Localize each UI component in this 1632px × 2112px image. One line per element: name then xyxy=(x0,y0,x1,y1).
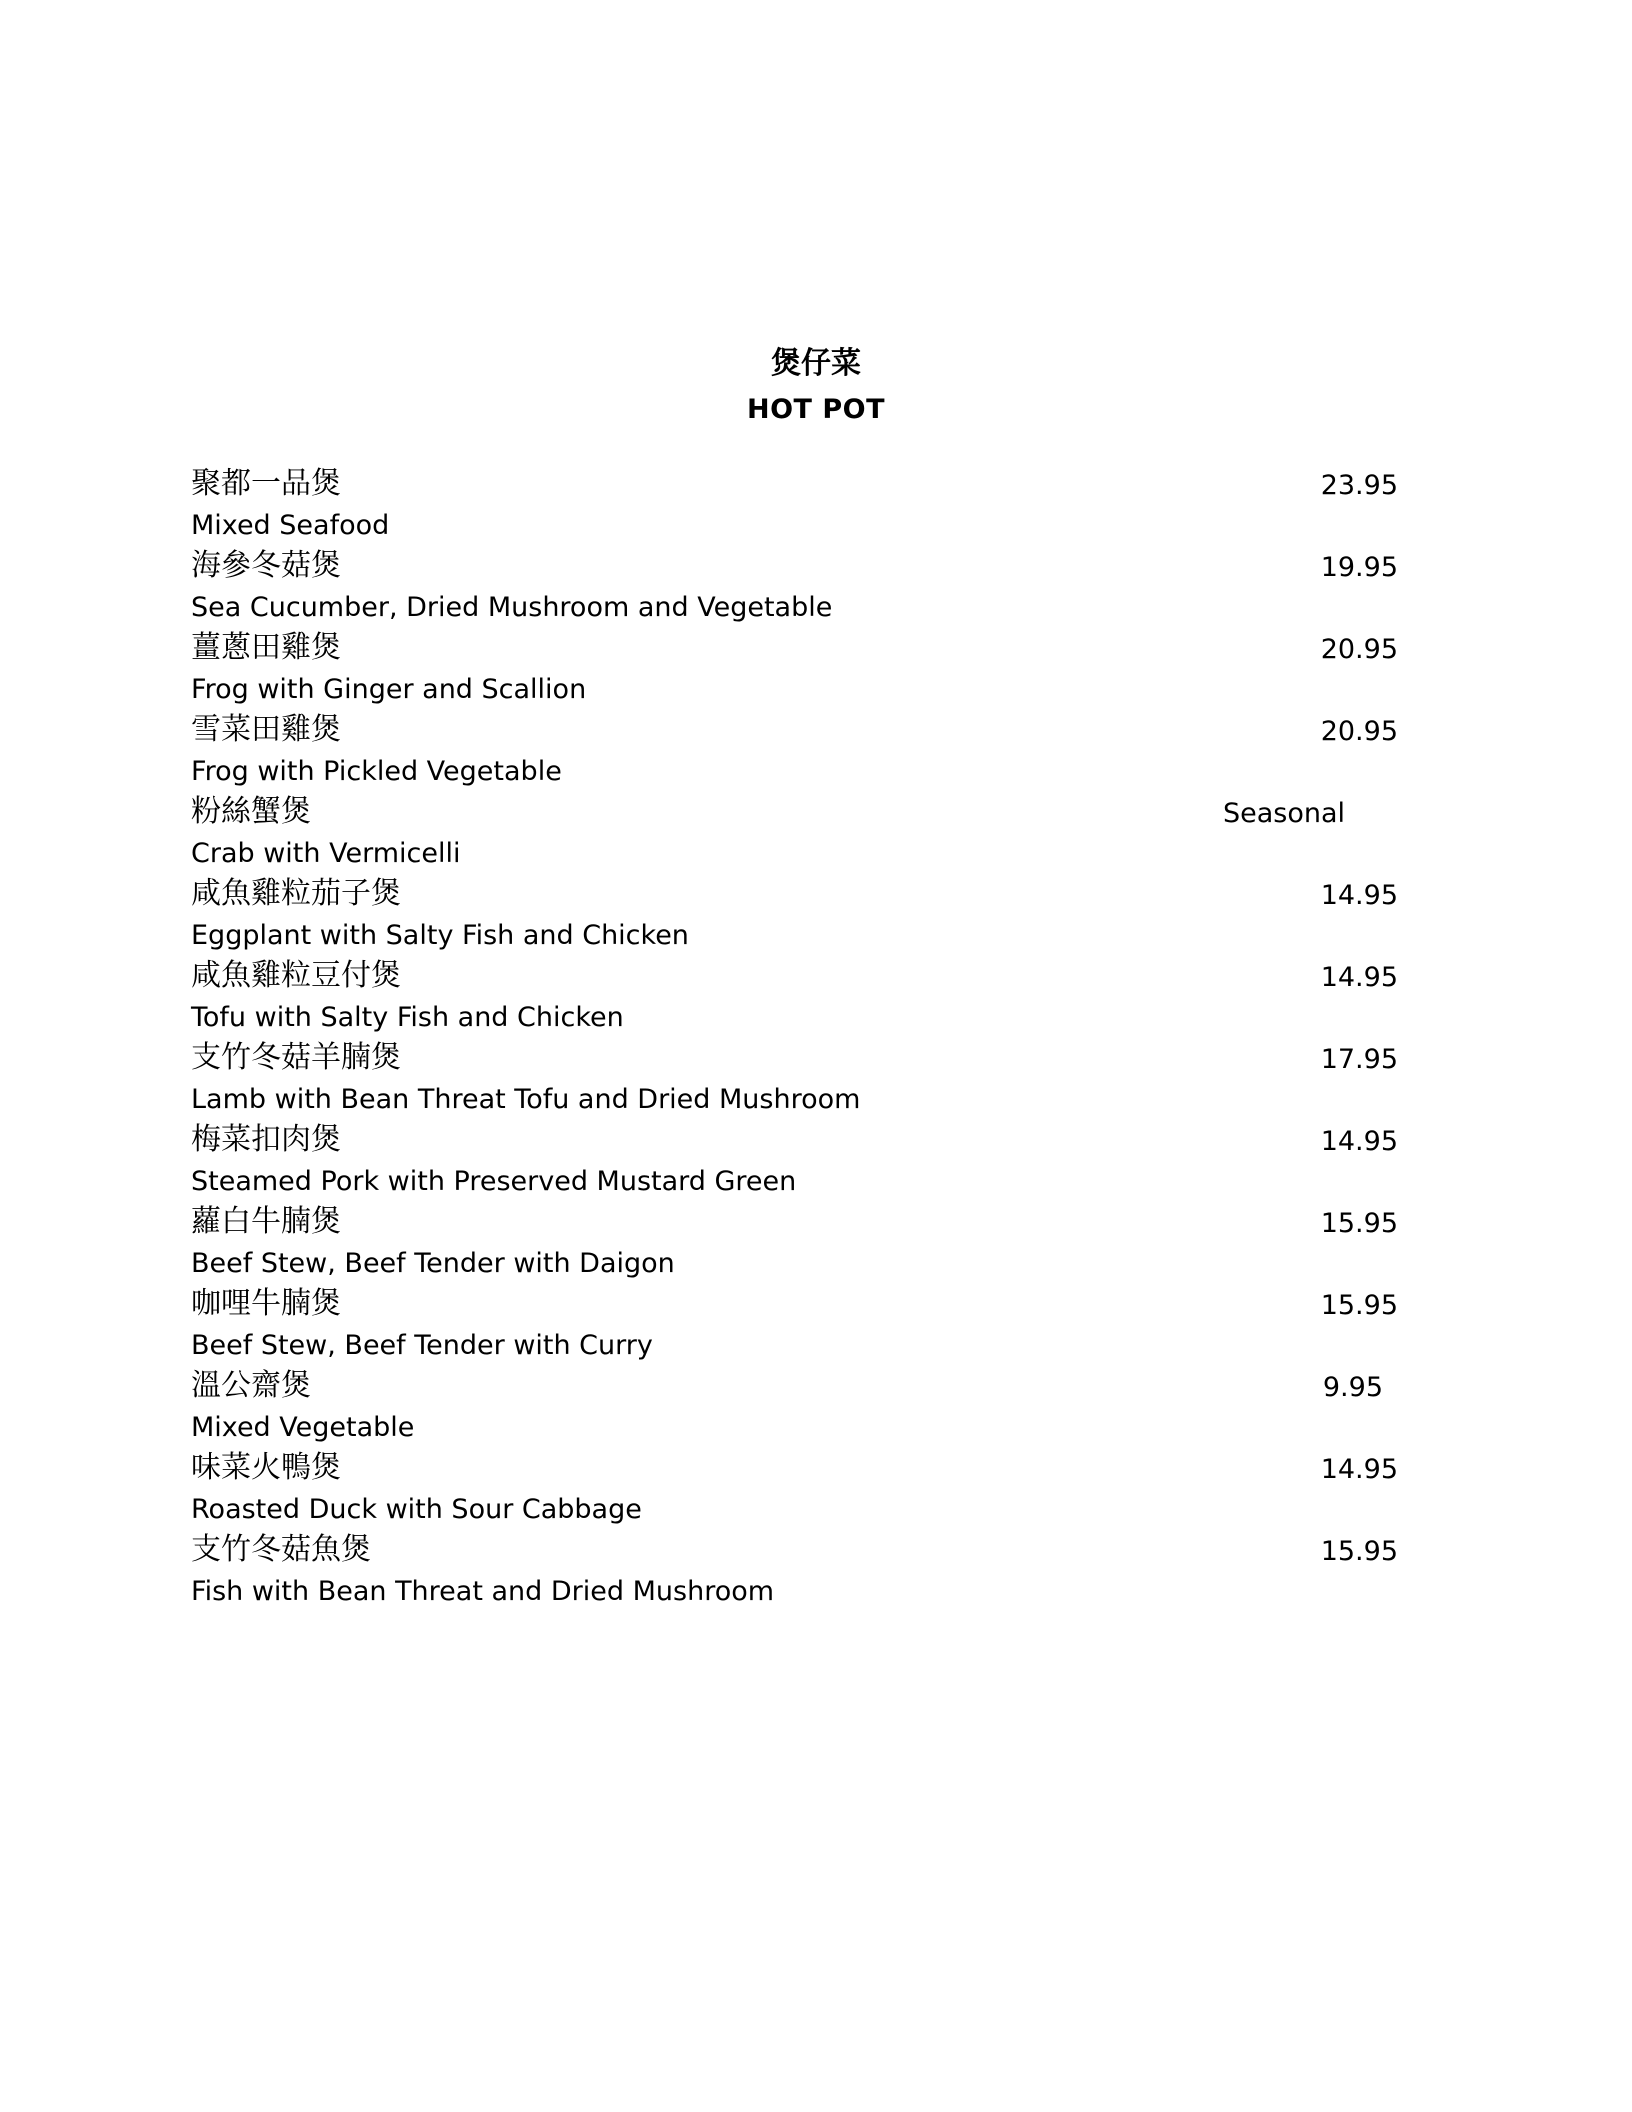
dish-name-chinese: 聚都一品煲 xyxy=(191,466,341,501)
section-title-english: HOT POT xyxy=(746,394,886,425)
dish-name-english: Roasted Duck with Sour Cabbage xyxy=(191,1494,642,1525)
dish-name-english: Beef Stew, Beef Tender with Curry xyxy=(191,1330,653,1361)
dish-name-chinese: 支竹冬菇羊腩煲 xyxy=(191,1040,401,1075)
dish-name-english: Frog with Ginger and Scallion xyxy=(191,674,587,705)
dish-name-english: Fish with Bean Threat and Dried Mushroom xyxy=(191,1576,775,1607)
dish-name-chinese: 溫公齋煲 xyxy=(191,1368,311,1403)
menu-item xyxy=(191,1284,1441,1366)
dish-name-chinese: 支竹冬菇魚煲 xyxy=(191,1532,371,1567)
dish-name-chinese: 梅菜扣肉煲 xyxy=(191,1122,341,1157)
dish-price: 15.95 xyxy=(1320,1536,1398,1567)
dish-name-chinese: 粉絲蟹煲 xyxy=(191,794,311,829)
dish-name-chinese: 咖哩牛腩煲 xyxy=(191,1286,341,1321)
dish-price: 15.95 xyxy=(1320,1290,1398,1321)
dish-name-english: Mixed Vegetable xyxy=(191,1412,415,1443)
dish-name-chinese: 味菜火鴨煲 xyxy=(191,1450,341,1485)
dish-name-english: Mixed Seafood xyxy=(191,510,390,541)
dish-name-chinese: 雪菜田雞煲 xyxy=(191,712,341,747)
dish-name-english: Lamb with Bean Threat Tofu and Dried Mushroom xyxy=(191,1084,861,1115)
dish-price: 14.95 xyxy=(1320,962,1398,993)
dish-price: 15.95 xyxy=(1320,1208,1398,1239)
dish-price: 14.95 xyxy=(1320,1126,1398,1157)
dish-name-english: Tofu with Salty Fish and Chicken xyxy=(191,1002,624,1033)
dish-price: 14.95 xyxy=(1320,1454,1398,1485)
menu-item xyxy=(191,1038,1441,1120)
menu-item xyxy=(191,1366,1441,1448)
menu-item xyxy=(191,956,1441,1038)
dish-name-chinese: 蘿白牛腩煲 xyxy=(191,1204,341,1239)
dish-price: 19.95 xyxy=(1320,552,1398,583)
menu-item xyxy=(191,874,1441,956)
menu-item xyxy=(191,464,1441,546)
section-title-chinese: 煲仔菜 xyxy=(771,346,861,381)
dish-price: 20.95 xyxy=(1320,634,1398,665)
dish-price: 23.95 xyxy=(1320,470,1398,501)
menu-item xyxy=(191,710,1441,792)
menu-list xyxy=(191,464,1441,1612)
dish-name-english: Eggplant with Salty Fish and Chicken xyxy=(191,920,689,951)
dish-name-chinese: 薑蔥田雞煲 xyxy=(191,630,341,665)
dish-name-chinese: 咸魚雞粒茄子煲 xyxy=(191,876,401,911)
dish-price: 20.95 xyxy=(1320,716,1398,747)
dish-name-english: Crab with Vermicelli xyxy=(191,838,461,869)
menu-item xyxy=(191,1448,1441,1530)
menu-item xyxy=(191,628,1441,710)
dish-name-english: Frog with Pickled Vegetable xyxy=(191,756,562,787)
menu-item xyxy=(191,1202,1441,1284)
menu-item xyxy=(191,1120,1441,1202)
dish-name-english: Sea Cucumber, Dried Mushroom and Vegetable xyxy=(191,592,833,623)
dish-name-english: Steamed Pork with Preserved Mustard Green xyxy=(191,1166,797,1197)
dish-price: 14.95 xyxy=(1320,880,1398,911)
dish-price: 17.95 xyxy=(1320,1044,1398,1075)
dish-price: Seasonal xyxy=(1222,798,1345,829)
menu-item xyxy=(191,792,1441,874)
dish-name-english: Beef Stew, Beef Tender with Daigon xyxy=(191,1248,675,1279)
menu-item xyxy=(191,1530,1441,1612)
menu-item xyxy=(191,546,1441,628)
dish-name-chinese: 咸魚雞粒豆付煲 xyxy=(191,958,401,993)
dish-price: 9.95 xyxy=(1322,1372,1383,1403)
dish-name-chinese: 海參冬菇煲 xyxy=(191,548,341,583)
